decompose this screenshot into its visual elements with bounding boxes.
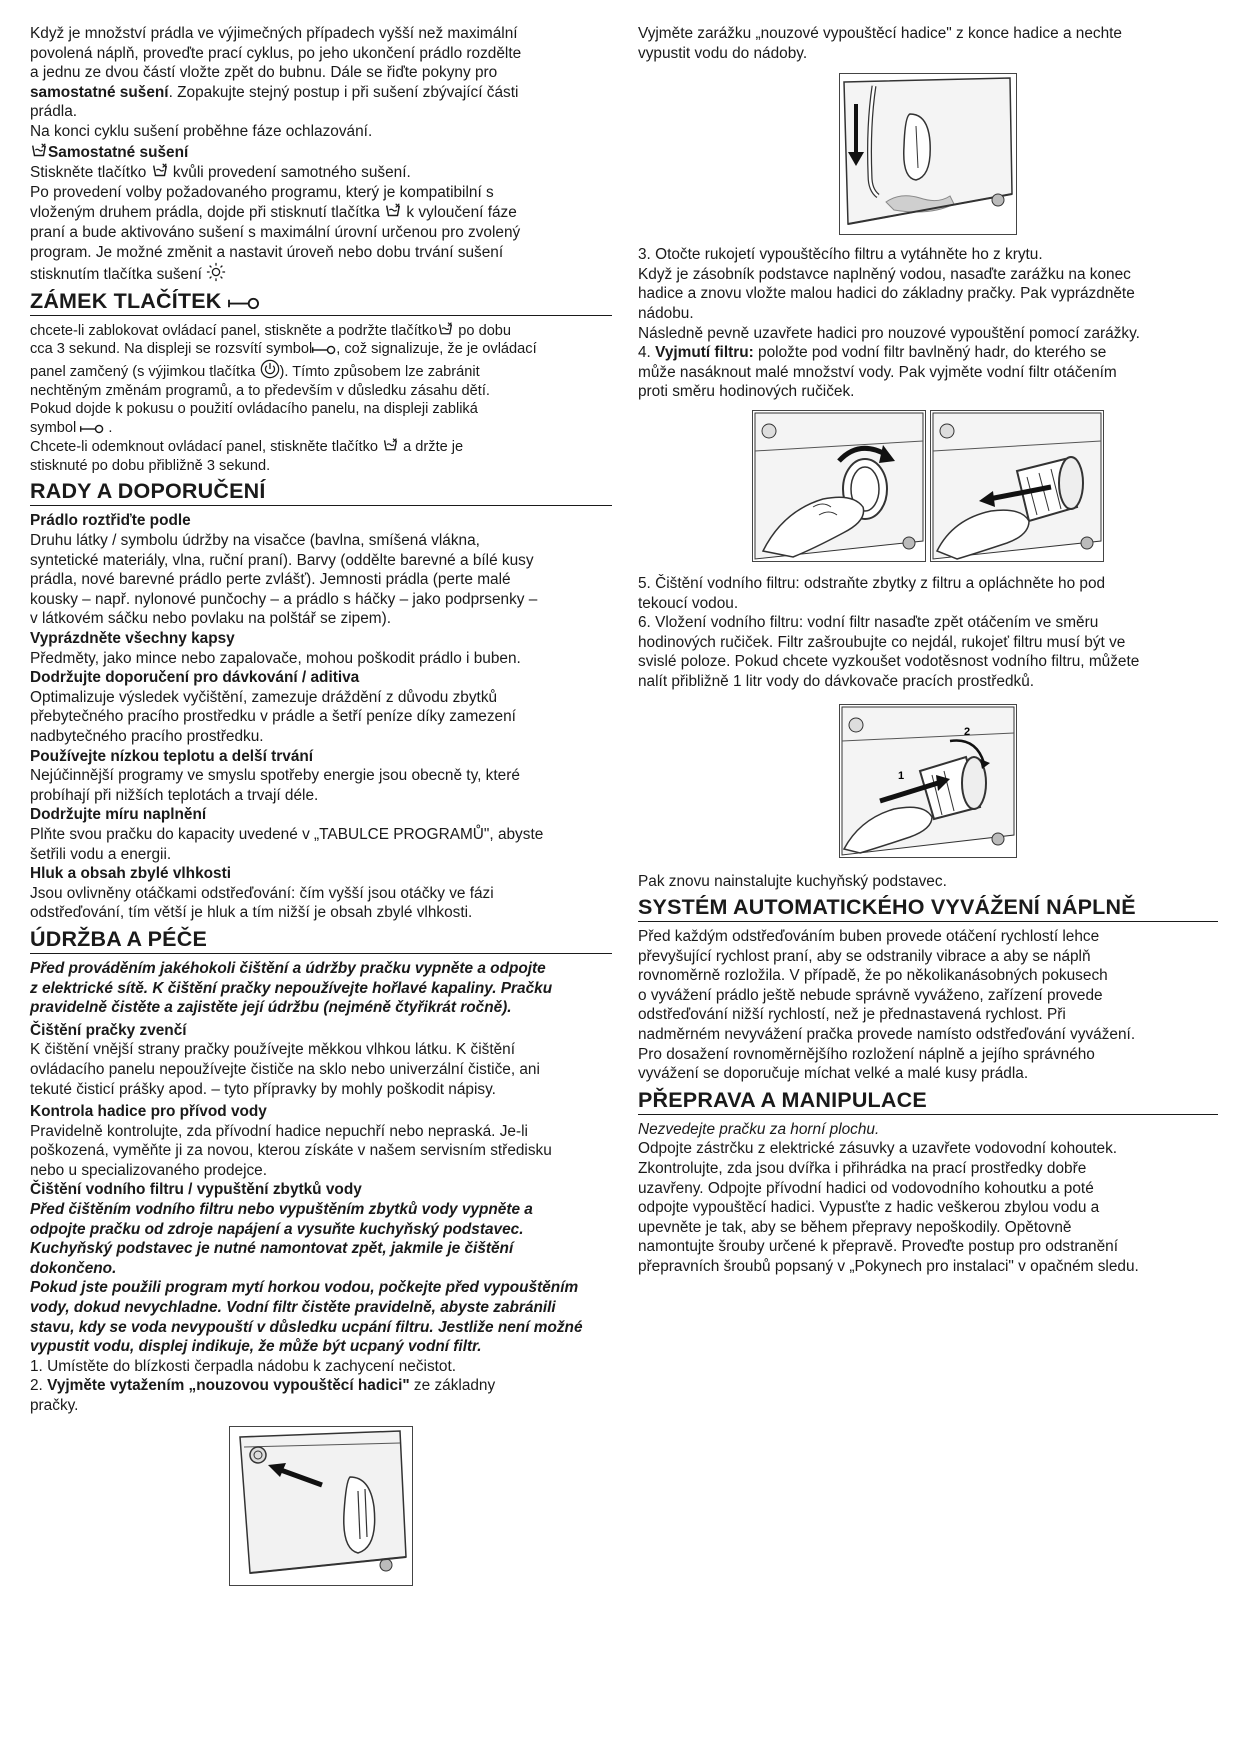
text-line: 1. Umístěte do blízkosti čerpadla nádobu k zachycení nečistot. (30, 1357, 457, 1375)
drying-only-icon (30, 142, 48, 160)
figure-drain-hose (839, 73, 1017, 235)
text-line: odpojte pračku od zdroje napájení a vysuňte kuchyňský podstavec. (30, 1220, 524, 1238)
right-column (638, 24, 1218, 1277)
text-line: Pro dosažení rovnoměrnějšího rozložení náplně a jejího správného (638, 1045, 1095, 1063)
section-heading-lock (30, 289, 612, 316)
subheading: Čištění pračky zvenčí (30, 1021, 187, 1039)
text-span: ). Tímto způsobem lze zabránit (279, 363, 480, 380)
tip-text-line: Jsou ovlivněny otáčkami odstřeďování: čím vyšší jsou otáčky ve fázi (30, 884, 494, 902)
text-line: Odpojte zástrčku z elektrické zásuvky a uzavřete vodovodní kohoutek. (638, 1140, 1118, 1158)
tips-list (30, 511, 612, 922)
text-line: stisknuté po dobu přibližně 3 sekund. (30, 457, 271, 474)
text-line: Zkontrolujte, zda jsou dvířka i přihrádka na prací prostředky dobře (638, 1160, 1087, 1178)
intro-paragraph (30, 24, 612, 142)
text-span: panel zamčený (s výjimkou tlačítka (30, 363, 256, 380)
text-line: vypustit vodu do nádoby. (638, 44, 808, 62)
text-line: poškozená, vyměňte ji za novou, kterou získáte v našem servisním středisku (30, 1142, 552, 1160)
tip-text-line: Plňte svou pračku do kapacity uvedené v „TABULCE PROGRAMŮ", abyste (30, 825, 544, 843)
text-line: hadice a znovu vložte malou hadici do základny pračky. Pak vyprázdněte (638, 285, 1135, 303)
drying-only-icon (382, 437, 399, 454)
figure-label: 2 (964, 725, 971, 738)
text-line: tekoucí vodou. (638, 594, 739, 612)
section-heading-care: ÚDRŽBA A PÉČE (30, 927, 612, 954)
text-line: z elektrické sítě. K čištění pračky nepoužívejte hořlavé kapaliny. Pračku (30, 979, 553, 997)
text-line: 6. Vložení vodního filtru: vodní filtr nasaďte zpět otáčením ve směru (638, 614, 1099, 632)
bold-text: samostatné sušení (30, 83, 169, 101)
text-line: dokončeno. (30, 1259, 117, 1277)
text-line: nechtěným změnám programů, a to především v důsledku zásahu dětí. (30, 382, 490, 399)
text-line (30, 437, 612, 457)
text-line: Před prováděním jakéhokoli čištění a údržby pračku vypněte a odpojte (30, 959, 546, 977)
text-line: Pokud dojde k pokusu o použití ovládacího panelu, na displeji zabliká (30, 401, 478, 418)
text-line (30, 202, 612, 223)
text-span: 4. (638, 344, 656, 362)
tip-text-line: nadbytečného pracího prostředku. (30, 728, 264, 745)
key-lock-icon (312, 344, 336, 356)
text-line: svislé poloze. Pokud chcete vyzkoušet vodotěsnost vodního filtru, můžete (638, 653, 1140, 671)
bold-text: Vyjmutí filtru: (655, 344, 754, 362)
text-line: vody, dokud nevychladne. Vodní filtr čistěte pravidelně, abyste zabránili (30, 1299, 556, 1317)
figure-insert-filter (839, 704, 1017, 858)
tip-title: Dodržujte míru naplnění (30, 806, 207, 824)
text-line (30, 83, 612, 103)
text-span: po dobu (454, 322, 512, 339)
text-line: o vyvážení prádlo ještě nebude správně vyváženo, zařízení provede (638, 986, 1103, 1004)
bold-text: Vyjměte vytažením „nouzovou vypouštěcí hadici" (47, 1377, 410, 1395)
text-line: Před každým odstřeďováním buben provede otáčení rychlostí lehce (638, 928, 1100, 946)
drying-only-icon (437, 321, 454, 338)
tip-text-line: prádla, nové barevné prádlo perte zvlášť). Jemnosti prádla (perte malé (30, 571, 511, 589)
text-span: . Zopakujte stejný postup i při sušení zbývající části (168, 83, 519, 101)
care-warning (30, 959, 612, 1018)
tip-title: Vyprázdněte všechny kapsy (30, 630, 235, 648)
text-line: symbol . (30, 419, 113, 436)
text-line: Když je zásobník podstavce naplněný vodou, nasaďte zarážku na konec (638, 265, 1131, 283)
text-line: praní a bude aktivováno sušení s maximální úrovní určenou pro zvolený (30, 223, 521, 241)
text-span: chcete-li zablokovat ovládací panel, stiskněte a podržte tlačítko (30, 322, 438, 339)
tip-text-line: Druhu látky / symbolu údržby na visačce (bavlna, smíšená vlákna, (30, 532, 480, 550)
tip-text-line: kousky – např. nylonové punčochy – a prádlo s háčky – jako podprsenky – (30, 590, 538, 608)
text-line: 3. Otočte rukojetí vypouštěcího filtru a vytáhněte ho z krytu. (638, 246, 1043, 264)
text-line: Po provedení volby požadovaného programu, který je kompatibilní s (30, 183, 494, 201)
text-line: odpojte vypouštěcí hadici. Vypusťte z hadic veškerou zbylou vodu a (638, 1199, 1100, 1217)
figure-label: 1 (898, 769, 905, 782)
text-line: Před čištěním vodního filtru nebo vypuštěním zbytků vody vypněte a (30, 1201, 533, 1219)
text-span: Chcete-li odemknout ovládací panel, stiskněte tlačítko (30, 439, 379, 456)
text-line: Když je množství prádla ve výjimečných případech vyšší než maximální (30, 25, 518, 42)
text-span: a držte je (399, 439, 464, 456)
text-line: nebo u specializovaného prodejce. (30, 1161, 268, 1179)
tip-text-line: Předměty, jako mince nebo zapalovače, mohou poškodit prádlo i buben. (30, 649, 521, 667)
left-column (30, 24, 612, 1594)
text-line: odstřeďování nižší rychlostí, než je přednastavená rychlost. Při (638, 1006, 1066, 1024)
text-line: uzavřeny. Odpojte přívodní hadici od vodovodního kohoutku a poté (638, 1179, 1094, 1197)
text-line: a jednu ze dvou částí vložte zpět do bubnu. Dále se řiďte pokyny pro (30, 64, 498, 82)
text-line: nadměrném nevyvážení pračka provede namísto odstřeďování vyvážení. (638, 1026, 1136, 1044)
tip-title: Hluk a obsah zbylé vlhkosti (30, 865, 231, 883)
text-span: k vyloučení fáze (402, 204, 517, 222)
text-line: rovnoměrně rozložila. V případě, že po několikanásobných pokusech (638, 967, 1108, 985)
text-line: převyšující rychlost praní, aby se odstranily vibrace a aby se náplň (638, 947, 1091, 965)
tip-title: Prádlo roztřiďte podle (30, 512, 191, 530)
subheading: Kontrola hadice pro přívod vody (30, 1103, 267, 1121)
text-line: proti směru hodinových ručiček. (638, 383, 855, 401)
tip-title: Dodržujte doporučení pro dávkování / aditiva (30, 669, 360, 687)
text-span: Stiskněte tlačítko (30, 164, 147, 182)
text-span: cca 3 sekund. Na displeji se rozsvítí symbol (30, 341, 313, 358)
text-line: prádla. (30, 103, 78, 121)
text-line: stavu, kdy se voda nevypouští v důsledku ucpání filtru. Jestliže není možné (30, 1318, 583, 1336)
tip-text-line: Optimalizuje výsledek vyčištění, zamezuje dráždění z důvodu zbytků (30, 688, 498, 706)
tip-text-line: probíhají při nižších teplotách a trvají déle. (30, 786, 319, 804)
text-line: 5. Čištění vodního filtru: odstraňte zbytky z filtru a opláchněte ho pod (638, 574, 1106, 592)
tip-text-line: Nejúčinnější programy ve smyslu spotřeby energie jsou obecně ty, které (30, 767, 520, 785)
text-line (30, 359, 612, 382)
text-line: přepravních šroubů popsaný v „Pokynech pro instalaci" v opačném sledu. (638, 1258, 1139, 1275)
text-line: vypustit vodu, displej indikuje, že může být ucpaný vodní filtr. (30, 1338, 482, 1356)
text-line: povolená náplň, proveďte prací cyklus, po jeho ukončení prádlo rozdělte (30, 44, 522, 62)
text-line: Na konci cyklu sušení proběhne fáze ochlazování. (30, 122, 373, 140)
figure-turn-filter (752, 410, 926, 562)
text-span: symbol (30, 419, 77, 436)
key-lock-icon (228, 296, 260, 311)
text-line (638, 343, 1218, 363)
lock-paragraph (30, 321, 612, 476)
power-icon (260, 359, 280, 379)
text-line: Pravidelně kontrolujte, zda přívodní hadice nepuchří nebo nepraská. Je-li (30, 1122, 528, 1140)
tip-text-line: odstřeďování, tím větší je hluk a tím nižší je obsah zbylé vlhkosti. (30, 904, 473, 922)
text-line: K čištění vnější strany pračky používejte měkkou vlhkou látku. K čištění (30, 1041, 516, 1059)
text-line: hodinových ručiček. Filtr zašroubujte co nejdál, rukojeť filtru musí být ve (638, 633, 1126, 651)
text-line: pračky. (30, 1397, 79, 1414)
text-span: kvůli provedení samotného sušení. (168, 164, 411, 182)
tip-text-line: syntetické materiály, vlna, ruční praní). Barvy (oddělte barevné a bílé kusy (30, 551, 534, 569)
drying-only-icon (151, 162, 169, 180)
tip-text-line: v látkovém sáčku nebo povlaku na polštář se zipem). (30, 610, 392, 628)
tip-text-line: šetřili vodu a energii. (30, 845, 172, 863)
filter-warning (30, 1200, 612, 1357)
text-line: ovládacího panelu nepoužívejte čističe na sklo nebo univerzální čističe, ani (30, 1060, 540, 1078)
subheading: Čištění vodního filtru / vypuštění zbytků vody (30, 1181, 362, 1199)
text-span: ze základny (409, 1377, 496, 1395)
section-heading-transport: PŘEPRAVA A MANIPULACE (638, 1088, 1218, 1115)
text-span: , což signalizuje, že je ovládací (336, 341, 537, 358)
text-line: program. Je možné změnit a nastavit úroveň nebo dobu trvání sušení (30, 243, 504, 261)
drying-only-icon (384, 202, 402, 220)
text-line (30, 340, 612, 359)
tip-text-line: přebytečného pracího prostředku v prádle a šetří peníze díky zamezení (30, 708, 516, 726)
text-line: tekuté čisticí prášky apod. – tyto přípravky by mohly poškodit nápisy. (30, 1080, 496, 1098)
section-heading-tips: RADY A DOPORUČENÍ (30, 479, 612, 506)
text-line (30, 162, 612, 183)
bold-text: Samostatné sušení (48, 143, 189, 161)
text-span: položte pod vodní filtr bavlněný hadr, do kterého se (753, 344, 1107, 362)
heading-text: ZÁMEK TLAČÍTEK (30, 288, 222, 313)
text-line (30, 321, 612, 341)
text-span: 2. (30, 1377, 48, 1395)
text-line (30, 1376, 612, 1396)
figure-pull-out-hose (229, 1426, 413, 1586)
text-line: namontujte šrouby určené k přepravě. Proveďte postup pro odstranění (638, 1238, 1119, 1256)
section-heading-balance: SYSTÉM AUTOMATICKÉHO VYVÁŽENÍ NÁPLNĚ (638, 895, 1218, 922)
text-span: stisknutím tlačítka sušení (30, 266, 202, 284)
text-line: nádobu. (638, 304, 694, 322)
text-line: Následně pevně uzavřete hadici pro nouzové vypouštění pomocí zarážky. (638, 324, 1140, 342)
text-line: upevněte je tak, aby se během přepravy nepoškodily. Opětovně (638, 1218, 1072, 1236)
text-line: Nezvedejte pračku za horní plochu. (638, 1120, 880, 1138)
text-line: Vyjměte zarážku „nouzové vypouštěcí hadice" z konce hadice a nechte (638, 25, 1122, 42)
text-span: vloženým druhem prádla, dojde při stisknutí tlačítka (30, 204, 380, 222)
separate-drying-title (30, 142, 612, 163)
drying-sun-icon (206, 262, 226, 282)
text-line: Pokud jste použili program mytí horkou vodou, počkejte před vypouštěním (30, 1279, 579, 1297)
figure-pull-filter (930, 410, 1104, 562)
text-line: nalít přibližně 1 litr vody do dávkovače pracích prostředků. (638, 672, 1035, 690)
text-line: Pak znovu nainstalujte kuchyňský podstavec. (638, 872, 947, 890)
tip-title: Používejte nízkou teplotu a delší trvání (30, 747, 314, 765)
text-line: může nasáknout malé množství vody. Pak vyjměte vodní filtr otáčením (638, 363, 1117, 381)
text-line: pravidelně čistěte a zajistěte její údržbu (nejméně čtyřikrát ročně). (30, 999, 512, 1017)
text-line: vyvážení se doporučuje míchat velké a malé kusy prádla. (638, 1065, 1029, 1083)
figure-row-remove-filter (638, 410, 1218, 562)
key-lock-icon (80, 423, 104, 435)
text-line (30, 262, 612, 285)
text-line: Kuchyňský podstavec je nutné namontovat zpět, jakmile je čištění (30, 1240, 514, 1258)
